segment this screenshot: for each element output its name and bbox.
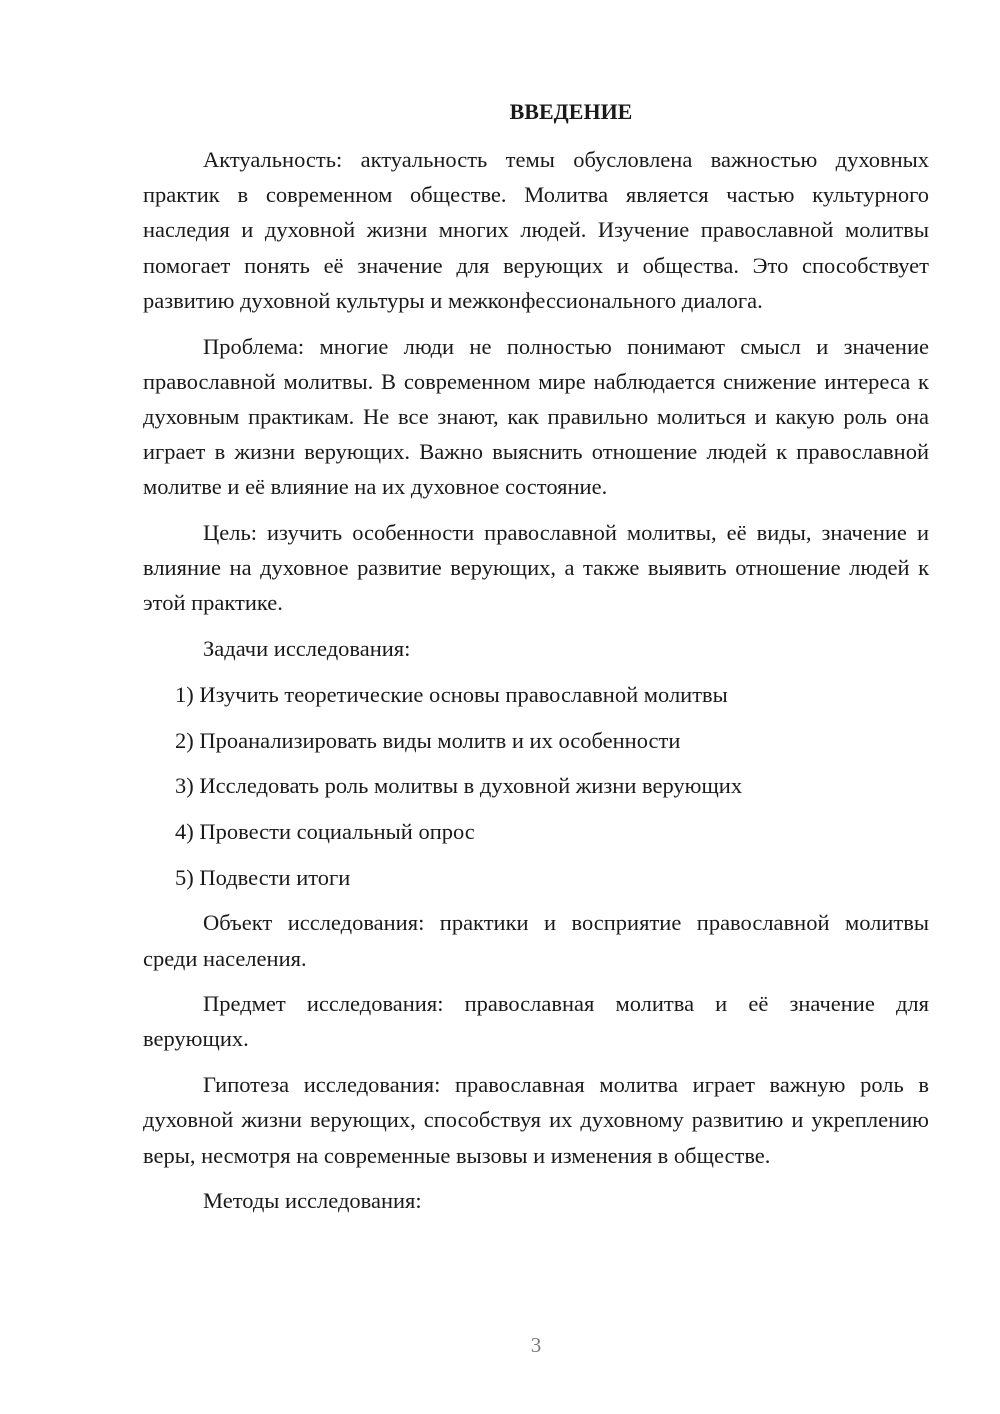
methods-label: Методы исследования: [203,1188,422,1214]
list-item: 3) Исследовать роль молитвы в духовной жизни верующих [175,773,743,799]
tasks-label: Задачи исследования: [203,636,411,662]
tasks-list [143,677,929,895]
page-number: 3 [530,1333,542,1357]
list-item: 1) Изучить теоретические основы православной молитвы [175,681,728,707]
paragraph-goal: Цель: изучить особенности православной молитвы, её виды, значение и влияние на духовное развитие верующих, а также выявить отношение людей к этой практике. [143,520,929,616]
list-item: 4) Провести социальный опрос [175,818,475,844]
document-page [143,96,929,1229]
paragraph-relevance: Актуальность: актуальность темы обусловлена важностью духовных практик в современном обществе. Молитва является частью культурного наследия и духовной жизни многих людей. Изучение православной молитвы помогает понять её значение для верующих и общества. Это способствует развитию духовной культуры и межконфессионального диалога. [143,147,929,313]
list-item: 5) Подвести итоги [175,864,351,890]
paragraph-problem: Проблема: многие люди не полностью понимают смысл и значение православной молитвы. В современном мире наблюдается снижение интереса к духовным практикам. Не все знают, как правильно молиться и какую роль она играет в жизни верующих. Важно выяснить отношение людей к православной молитве и её влияние на их духовное состояние. [143,333,929,500]
list-item: 2) Проанализировать виды молитв и их особенности [175,727,681,753]
section-heading: ВВЕДЕНИЕ [509,99,633,124]
paragraph-subject: Предмет исследования: православная молитва и её значение для верующих. [143,991,929,1052]
paragraph-hypothesis: Гипотеза исследования: православная молитва играет важную роль в духовной жизни верующих, способствуя их духовному развитию и укреплению веры, несмотря на современные вызовы и изменения в обществе. [143,1072,929,1168]
paragraph-object: Объект исследования: практики и восприятие православной молитвы среди населения. [143,910,929,971]
